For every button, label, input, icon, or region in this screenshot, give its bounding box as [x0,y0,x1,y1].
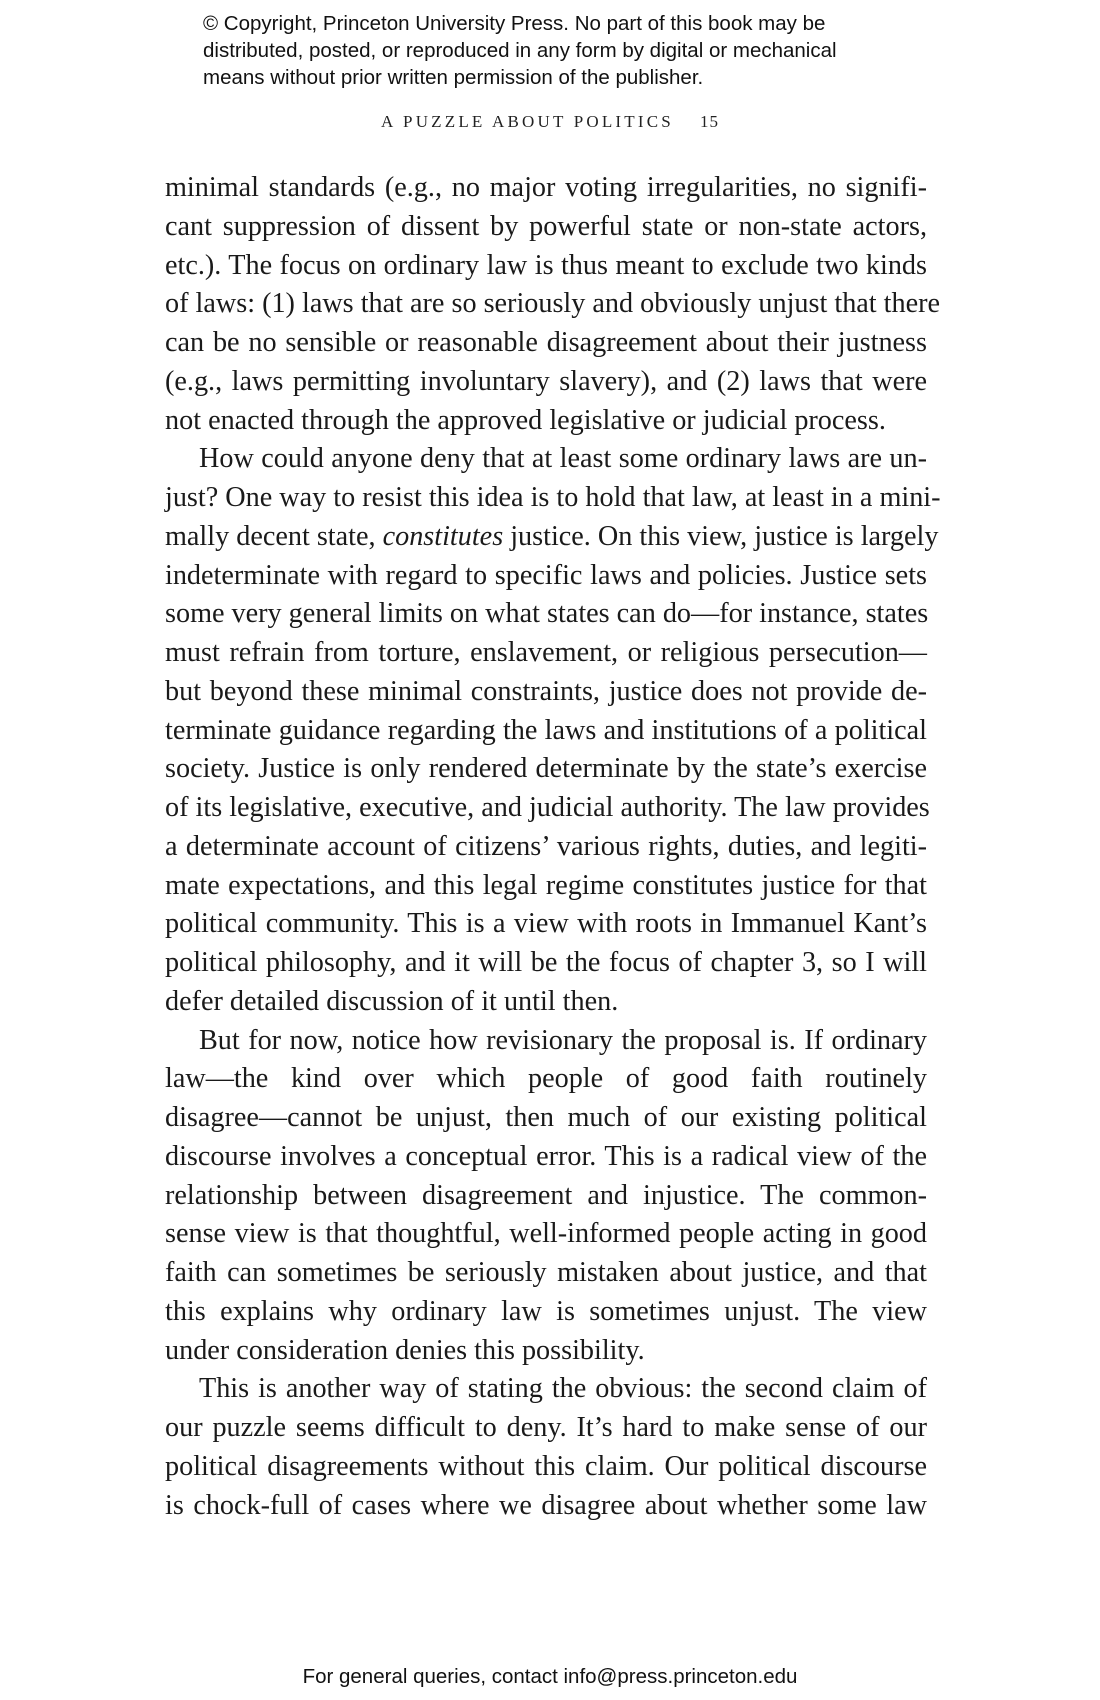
text-line: political community. This is a view with roots in Immanuel Kant’s [165,908,927,940]
copyright-line: distributed, posted, or reproduced in any form by digital or mechanical [203,39,837,62]
text-line: terminate guidance regarding the laws and institutions of a political [165,714,927,746]
text-line: mate expectations, and this legal regime constitutes justice for that [165,869,927,901]
text-line: This is another way of stating the obvious: the second claim of [199,1373,927,1405]
copyright-notice [203,10,923,91]
text-line: just? One way to resist this idea is to hold that law, at least in a mini- [165,482,941,513]
text-line: political philosophy, and it will be the focus of chapter 3, so I will [165,947,927,978]
text-line: our puzzle seems difficult to deny. It’s hard to make sense of our [165,1412,927,1443]
copyright-line: means without prior written permission of the publisher. [203,66,704,89]
text-line: of laws: (1) laws that are so seriously and obviously unjust that there [165,288,941,320]
paragraph-1 [165,169,941,440]
text-line: etc.). The focus on ordinary law is thus meant to exclude two kinds [165,249,927,281]
running-head-title: A PUZZLE ABOUT POLITICS [381,112,674,131]
paragraph-4 [165,1370,927,1525]
text-line: society. Justice is only rendered determinate by the state’s exercise [165,753,927,785]
text-line: How could anyone deny that at least some ordinary laws are un- [199,443,927,475]
text-line: some very general limits on what states can do—for instance, states [165,598,929,630]
text-line: can be no sensible or reasonable disagreement about their justness [165,327,927,358]
paragraph-3 [165,1022,927,1371]
copyright-line: © Copyright, Princeton University Press. No part of this book may be [203,12,826,35]
emphasized-word: constitutes [382,520,504,552]
text-line: law—the kind over which people of good faith routinely [165,1063,927,1095]
contact-footer: For general queries, contact info@press.princeton.edu [302,1665,798,1688]
text-line: faith can sometimes be seriously mistaken about justice, and that [165,1257,927,1288]
text-line: cant suppression of dissent by powerful state or non-state actors, [165,210,927,242]
text-line: of its legislative, executive, and judicial authority. The law provides [165,792,930,823]
body-text [165,169,941,1525]
text-line: not enacted through the approved legislative or judicial process. [165,404,886,436]
text-line: But for now, notice how revisionary the proposal is. If ordinary [199,1024,927,1056]
text-line: but beyond these minimal constraints, justice does not provide de- [165,675,927,707]
text-line: sense view is that thoughtful, well-informed people acting in good [165,1218,927,1250]
text-line: relationship between disagreement and injustice. The common- [165,1179,927,1211]
text-line: this explains why ordinary law is sometimes unjust. The view [165,1295,927,1327]
text-line: discourse involves a conceptual error. This is a radical view of the [165,1140,927,1172]
paragraph-2 [165,440,941,1021]
text-line: indeterminate with regard to specific laws and policies. Justice sets [165,559,927,591]
text-line [165,518,939,557]
text-line: disagree—cannot be unjust, then much of our existing political [165,1102,927,1133]
text-line: a determinate account of citizens’ various rights, duties, and legiti- [165,830,927,862]
text-line: under consideration denies this possibility. [165,1334,645,1366]
text-fragment: mally decent state, [165,520,376,552]
text-fragment: justice. On this view, justice is largely [510,520,939,552]
page-number: 15 [699,112,719,131]
text-line: minimal standards (e.g., no major voting irregularities, no signifi- [165,172,927,203]
text-line: (e.g., laws permitting involuntary slavery), and (2) laws that were [165,365,927,397]
text-line: must refrain from torture, enslavement, or religious persecution— [165,637,927,668]
running-head [0,112,1100,132]
text-line: is chock-full of cases where we disagree about whether some law [165,1489,927,1521]
text-line: defer detailed discussion of it until then. [165,985,619,1017]
text-line: political disagreements without this claim. Our political discourse [165,1450,927,1482]
